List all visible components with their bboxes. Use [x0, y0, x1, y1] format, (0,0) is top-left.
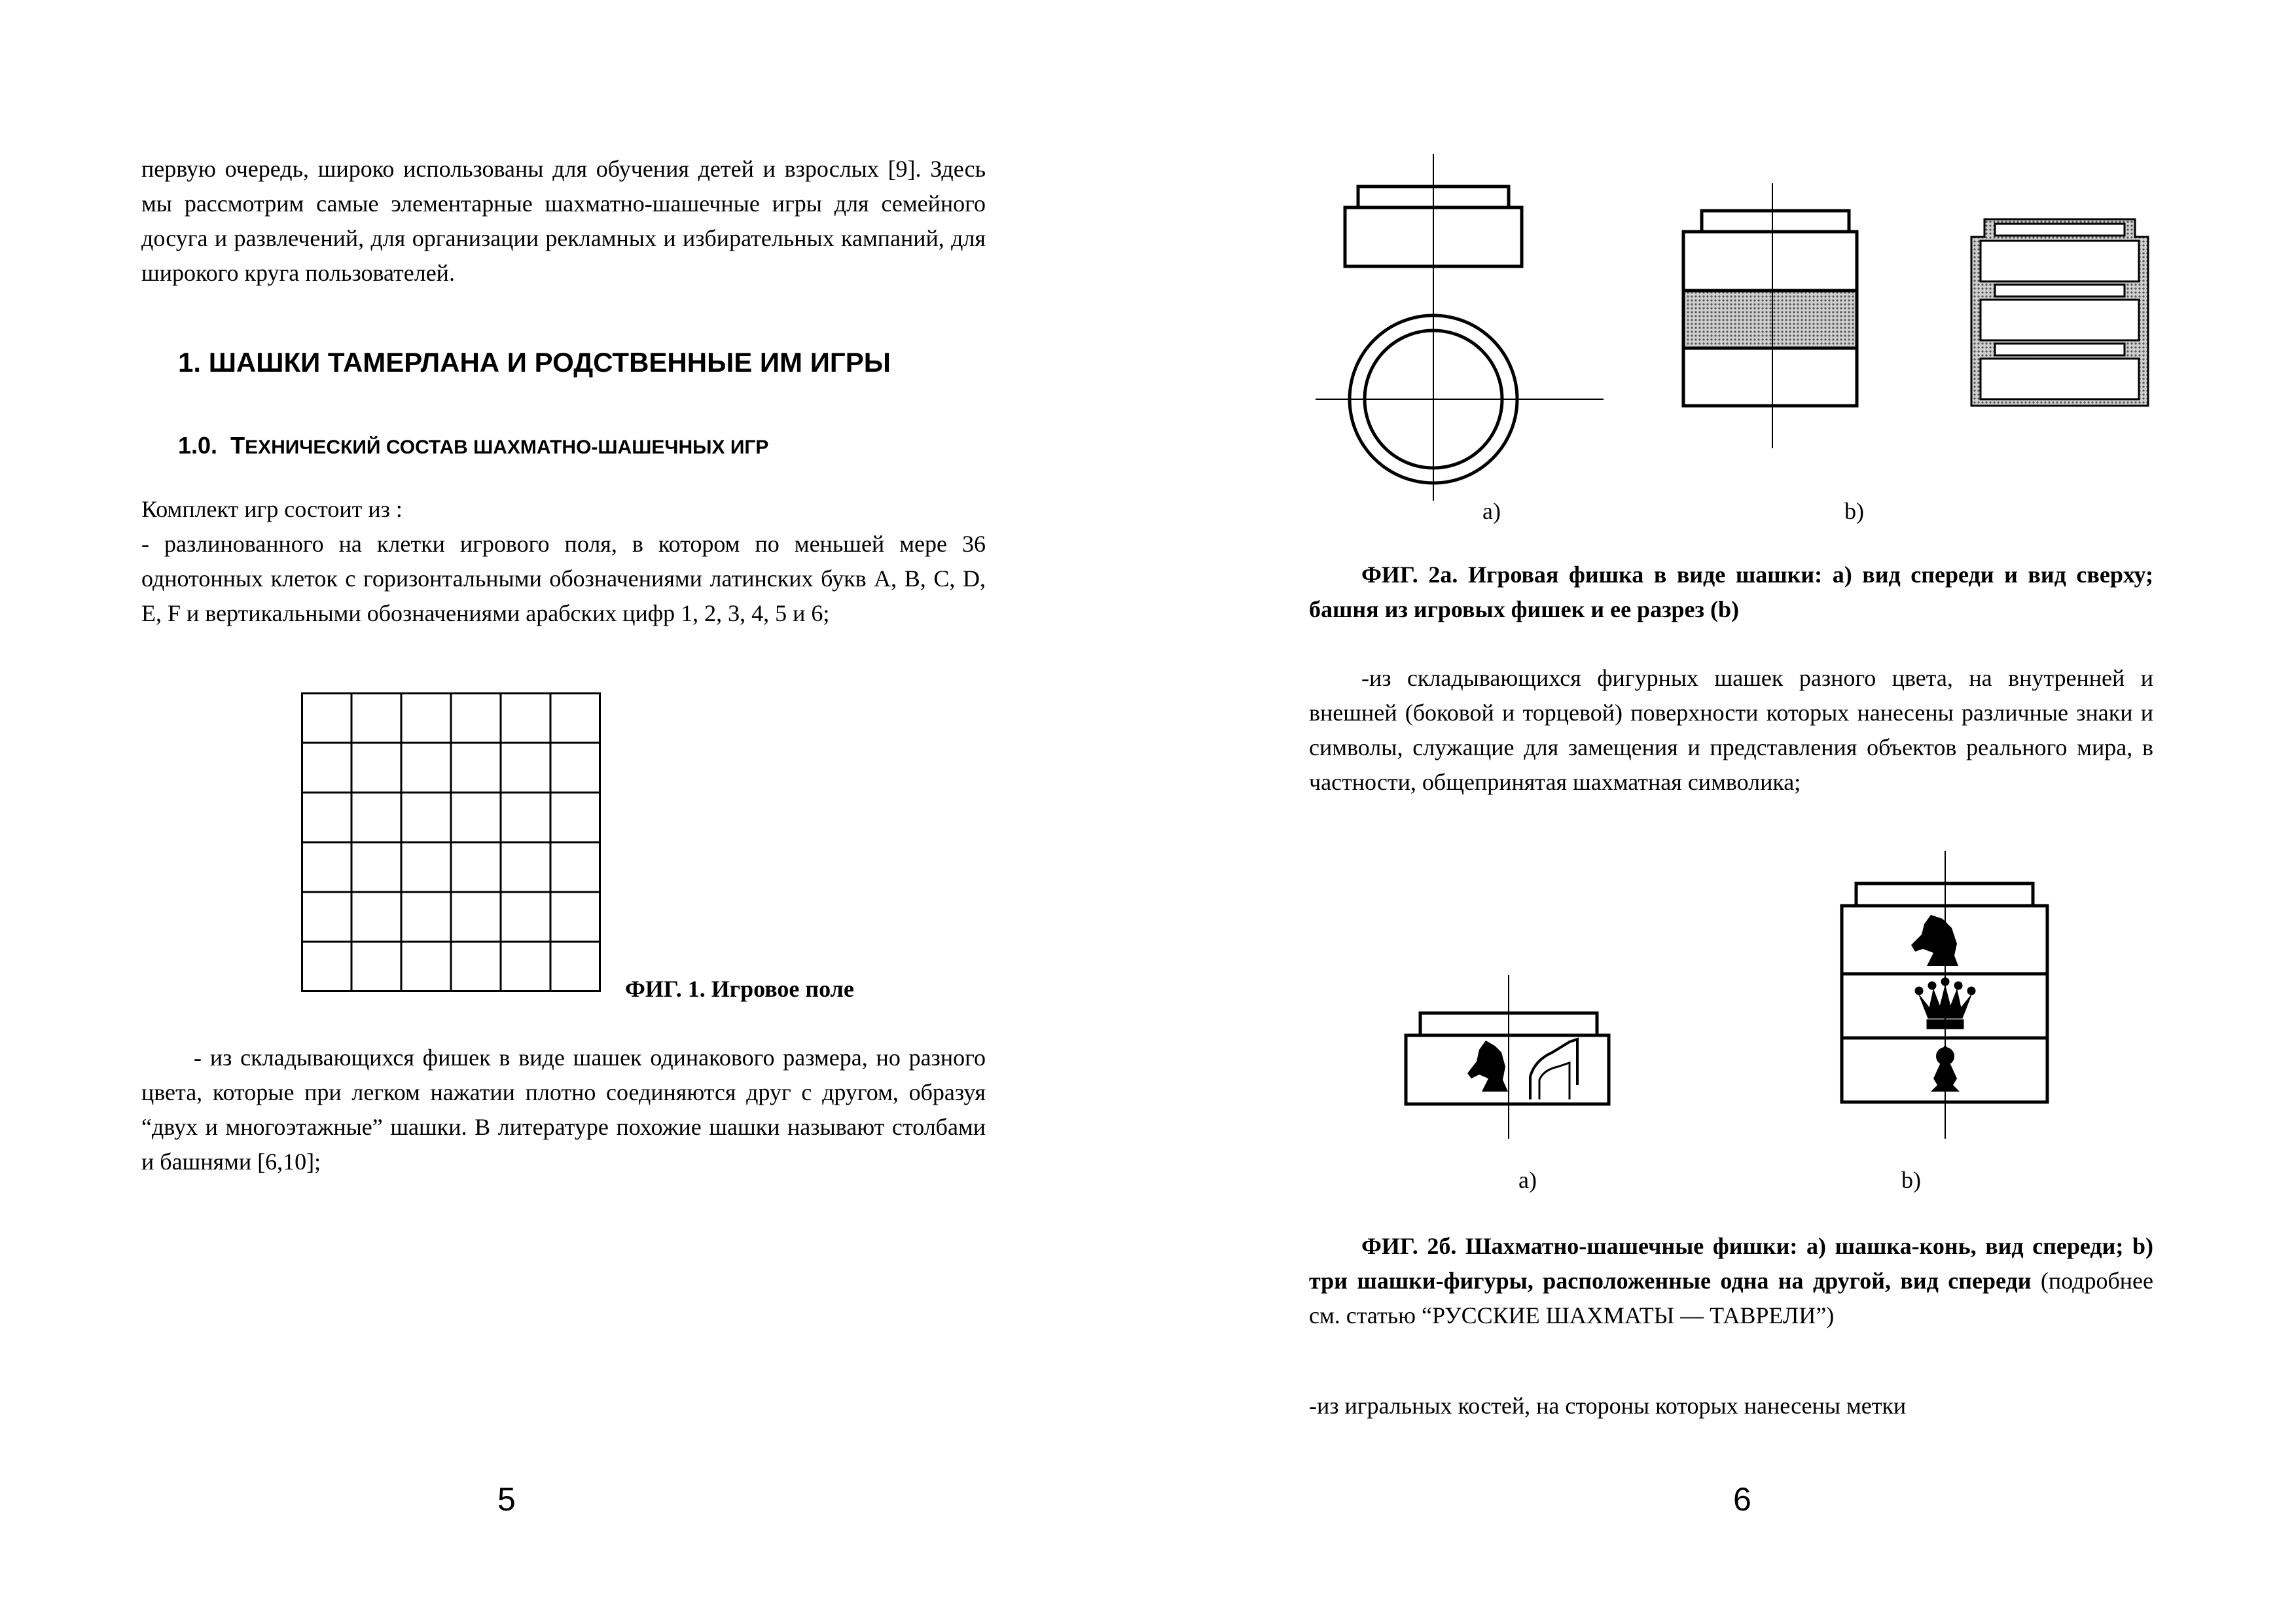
fig1-caption: ФИГ. 1. Игровое поле: [625, 976, 854, 1002]
chess-knight-icon: [1911, 915, 1958, 966]
section-heading-1: 1. ШАШКИ ТАМЕРЛАНА И РОДСТВЕННЫЕ ИМ ИГРЫ: [178, 347, 891, 378]
kit-item-figured-pieces: -из складывающихся фигурных шашек разного цвета, на внутренней и внешней (боковой и торцевой) поверхности которых нанесены различные знаки и символы, служащие для замещения и представления объектов реального мира, в частности, общепринятая шахматная символика;: [1309, 665, 2153, 795]
heading-cap: Т: [230, 432, 245, 459]
kit-intro: Комплект игр состоит из :: [141, 496, 403, 522]
page-number-left: 5: [497, 1481, 516, 1518]
chess-queen-icon: [1915, 978, 1975, 1029]
section-heading-1-0: [178, 432, 768, 459]
game-board-figure: [301, 692, 602, 993]
kit-item-dice: -из игральных костей, на стороны которых нанесены метки: [1309, 1393, 1907, 1419]
fig2a-label-b: b): [1844, 498, 1864, 524]
tower-front: [1683, 183, 1857, 448]
intro-paragraph: первую очередь, широко использованы для обучения детей и взрослых [9]. Здесь мы рассмотрим самые элементарные шахматно-шашечные игры для семейного досуга и развлечений, для организации рекламных и избирательных кампаний, для широкого круга пользователей.: [141, 156, 986, 286]
fig2b-caption-bold: ФИГ. 2б. Шахматно-шашечные фишки: а) шашка-конь, вид спереди; b) три шашки-фигуры, расположенные одна на другой, вид спереди: [1309, 1233, 2153, 1294]
chess-knight-icon: [1467, 1041, 1508, 1092]
fig2a-label-a: a): [1482, 498, 1501, 524]
fig2a-caption: ФИГ. 2а. Игровая фишка в виде шашки: а) вид спереди и вид сверху; башня из игровых фишек и ее разрез (b): [1309, 562, 2153, 622]
fig2b-label-a: a): [1518, 1167, 1537, 1193]
fig2b-label-b: b): [1901, 1167, 1921, 1193]
fig2a-tower-section: [1682, 177, 2166, 452]
chess-pawn-icon: [1931, 1044, 1960, 1092]
kit-item-pieces: - из складывающихся фишек в виде шашек одинакового размера, но разного цвета, которые при легком нажатии плотно соединяются друг с другом, образуя “двух и многоэтажные” шашки. В литературе похожие шашки называют столбами и башнями [6,10];: [141, 1044, 986, 1175]
fig2b-caption: [1309, 1229, 2153, 1333]
kit-item-board: - разлинованного на клетки игрового поля, в котором по меньшей мере 36 однотонных клеток с горизонтальными обозначениями латинских букв A, B, C, D, E, F и вертикальными обозначениями арабских цифр 1, 2, 3, 4, 5 и 6;: [141, 531, 986, 626]
fig2b-caption-normal: (подробнее см. статью “РУССКИЕ ШАХМАТЫ — ТАВРЕЛИ”): [1309, 1268, 2153, 1329]
fig2b-knight-checker: [1401, 975, 1623, 1145]
page-number-right: 6: [1733, 1481, 1751, 1518]
tower-section: [1971, 219, 2148, 406]
game-board-grid: [301, 692, 601, 992]
fig2a-checker-views: [1316, 154, 1604, 507]
heading-rest: ЕХНИЧЕСКИЙ СОСТАВ ШАХМАТНО-ШАШЕЧНЫХ ИГР: [245, 437, 769, 458]
fig2b-piece-tower: [1833, 851, 2075, 1139]
heading-number: 1.0.: [178, 432, 218, 459]
